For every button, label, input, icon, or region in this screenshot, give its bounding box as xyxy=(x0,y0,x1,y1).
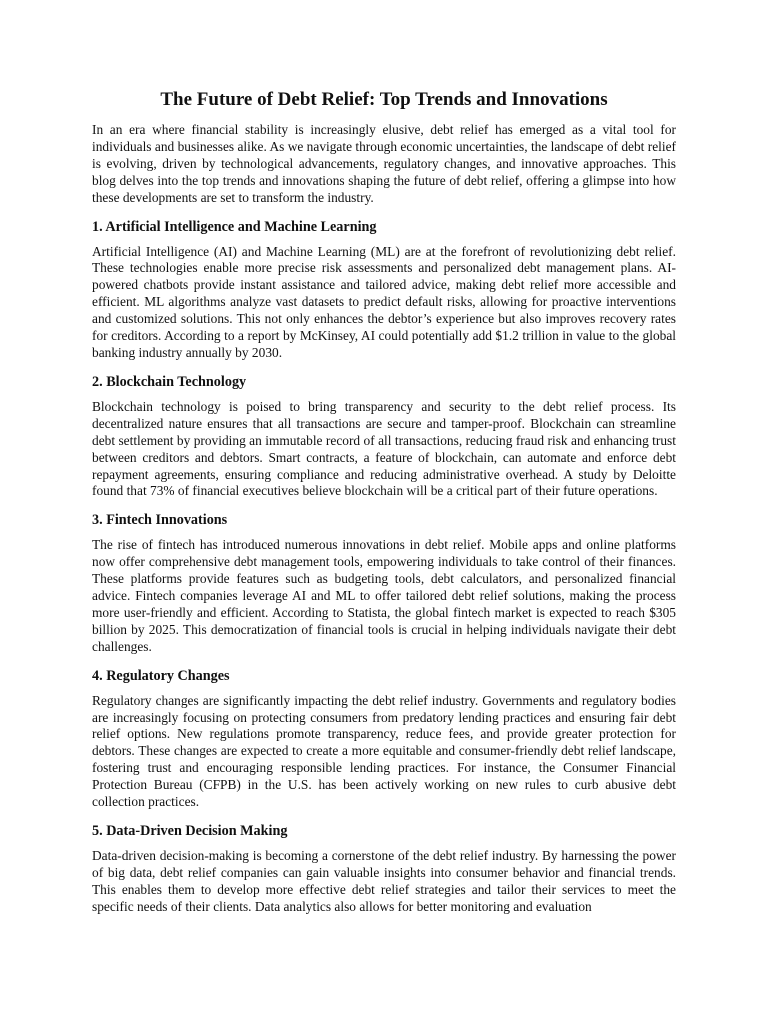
section-heading-ai-ml: 1. Artificial Intelligence and Machine Learning xyxy=(92,218,377,235)
section-body-blockchain: Blockchain technology is poised to bring transparency and security to the debt relief process. Its decentralized nature ensures that all transactions are secure and tamper-proof. Blockchain can streamline debt settlement by providing an immutable record of all transactions, reducing fraud risk and enhancing trust between creditors and debtors. Smart contracts, a feature of blockchain, can automate and enforce debt repayment agreements, ensuring compliance and reducing administrative overhead. A study by Deloitte found that 73% of financial executives believe blockchain will be a critical part of their future operations. xyxy=(92,398,676,499)
section-heading-data-driven: 5. Data-Driven Decision Making xyxy=(92,823,288,839)
intro-paragraph: In an era where financial stability is increasingly elusive, debt relief has emerged as a vital tool for individuals and businesses alike. As we navigate through economic uncertainties, the landscape of debt relief is evolving, driven by technological advancements, regulatory changes, and innovative approaches. This blog delves into the top trends and innovations shaping the future of debt relief, offering a glimpse into how these developments are set to transform the industry. xyxy=(92,122,676,205)
section-body-ai-ml: Artificial Intelligence (AI) and Machine Learning (ML) are at the forefront of revolutionizing debt relief. These technologies enable more precise risk assessments and personalized debt management plans. AI-powered chatbots provide instant assistance and tailored advice, making debt relief more accessible and efficient. ML algorithms analyze vast datasets to predict default risks, allowing for proactive interventions and customized solutions. This not only enhances the debtor’s experience but also improves recovery rates for creditors. According to a report by McKinsey, AI could potentially add $1.2 trillion in value to the global banking industry annually by 2030. xyxy=(92,243,676,360)
document-title: The Future of Debt Relief: Top Trends and Innovations xyxy=(160,89,608,110)
section-body-regulatory: Regulatory changes are significantly impacting the debt relief industry. Governments and regulatory bodies are increasingly focusing on protecting consumers from predatory lending practices and ensuring fair debt relief options. New regulations promote transparency, reduce fees, and provide greater protection for debtors. These changes are expected to create a more equitable and consumer-friendly debt relief landscape, fostering trust and encouraging responsible lending practices. For instance, the Consumer Financial Protection Bureau (CFPB) in the U.S. has been actively working on new rules to curb abusive debt collection practices. xyxy=(92,692,676,810)
section-heading-blockchain: 2. Blockchain Technology xyxy=(92,373,247,390)
section-body-data-driven: Data-driven decision-making is becoming a cornerstone of the debt relief industry. By harnessing the power of big data, debt relief companies can gain valuable insights into consumer behavior and financial trends. This enables them to develop more effective debt relief strategies and tailor their services to meet the specific needs of their clients. Data analytics also allows for better monitoring and evaluation xyxy=(92,848,676,914)
section-heading-fintech: 3. Fintech Innovations xyxy=(92,512,228,529)
section-heading-regulatory: 4. Regulatory Changes xyxy=(92,667,230,684)
section-body-fintech: The rise of fintech has introduced numerous innovations in debt relief. Mobile apps and online platforms now offer comprehensive debt management tools, empowering individuals to take control of their finances. These platforms provide features such as budgeting tools, debt calculators, and personalized financial advice. Fintech companies leverage AI and ML to offer tailored debt relief solutions, making the process more user-friendly and efficient. According to Statista, the global fintech market is expected to reach $305 billion by 2025. This democratization of financial tools is crucial in helping individuals navigate their debt challenges. xyxy=(92,537,676,654)
